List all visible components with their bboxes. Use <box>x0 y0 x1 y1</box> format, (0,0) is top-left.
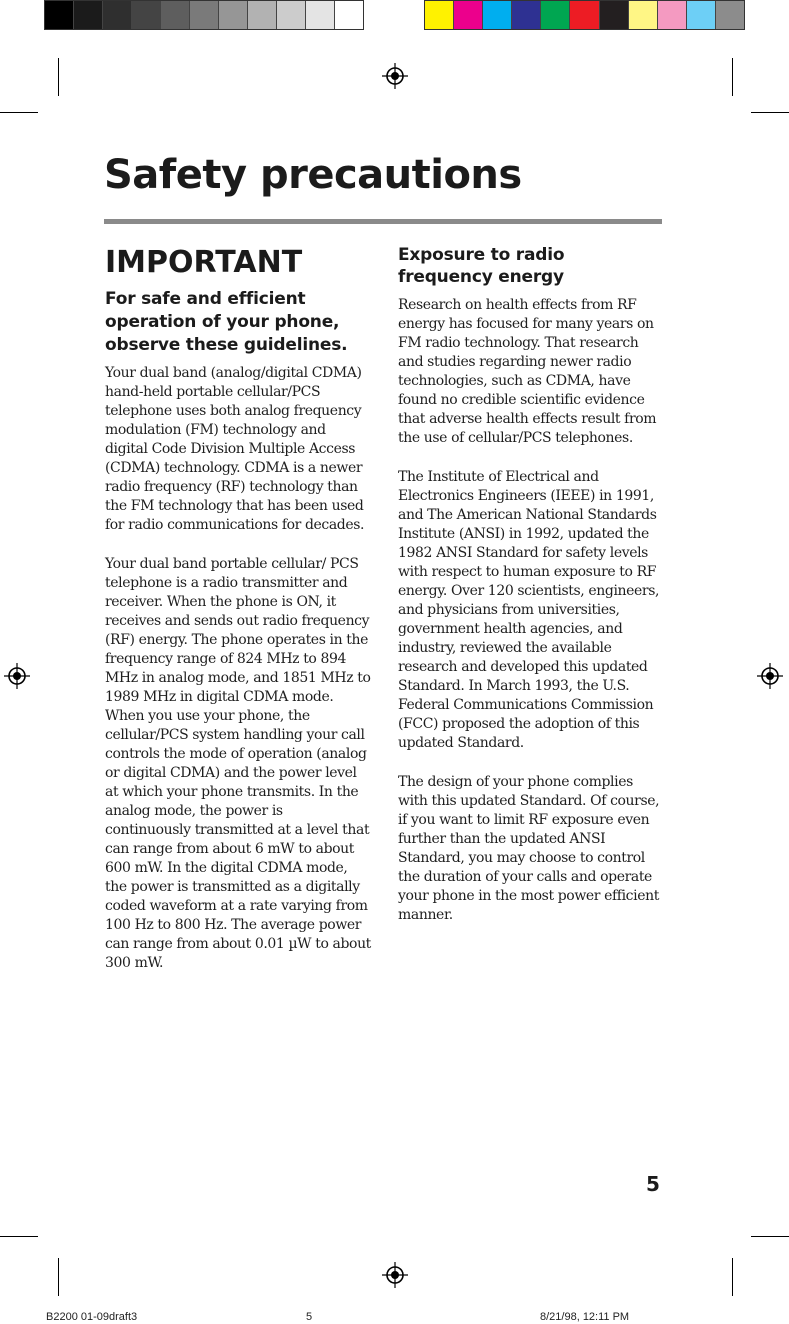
calibration-swatch <box>600 1 629 29</box>
title-divider <box>104 219 662 224</box>
page-number: 5 <box>646 1172 660 1196</box>
rf-exposure-heading: Exposure to radio frequency energy <box>398 245 565 287</box>
body-paragraph: Your dual band (analog/digital CDMA) hand-held portable cellular/PCS telephone uses both analog frequency modulation (FM) technology and digital Code Division Multiple Access (CDMA) technology. CDMA is a newer radio frequency (RF) technology than the FM technology that has been used for radio communications for decades. <box>105 365 365 533</box>
footer-page: 5 <box>306 1311 313 1323</box>
calibration-swatch <box>306 1 335 29</box>
footer-filename: B2200 01-09draft3 <box>46 1311 138 1323</box>
page-title: Safety precautions <box>104 152 522 198</box>
calibration-swatch <box>277 1 306 29</box>
crop-mark <box>58 58 59 96</box>
calibration-swatch <box>483 1 512 29</box>
calibration-swatch <box>132 1 161 29</box>
important-heading: IMPORTANT <box>105 245 303 280</box>
registration-mark-icon <box>4 663 30 689</box>
calibration-swatch <box>45 1 74 29</box>
crop-mark <box>751 1236 789 1237</box>
registration-mark-icon <box>382 63 408 89</box>
calibration-swatch <box>629 1 658 29</box>
right-column <box>398 244 664 945</box>
calibration-swatch <box>248 1 277 29</box>
calibration-swatch <box>716 1 744 29</box>
crop-mark <box>58 1258 59 1296</box>
body-paragraph: The Institute of Electrical and Electronics Engineers (IEEE) in 1991, and The American National Standards Institute (ANSI) in 1992, updated the 1982 ANSI Standard for safety levels with respect to human exposure to RF energy. Over 120 scientists, engineers, and physicians from universities, government health agencies, and industry, reviewed the available research and developed this updated Standard. In March 1993, the U.S. Federal Communications Commission (FCC) proposed the adoption of this updated Standard. <box>398 469 660 751</box>
footer-timestamp: 8/21/98, 12:11 PM <box>540 1311 630 1323</box>
crop-mark <box>0 1236 38 1237</box>
body-paragraph: The design of your phone complies with this updated Standard. Of course, if you want to limit RF exposure even further than the updated ANSI Standard, you may choose to control the duration of your calls and operate your phone in the most power efficient manner. <box>398 774 660 923</box>
calibration-swatch <box>161 1 190 29</box>
registration-mark-icon <box>382 1262 408 1288</box>
left-column <box>105 244 371 993</box>
calibration-swatch <box>103 1 132 29</box>
registration-mark-icon <box>757 663 783 689</box>
body-paragraph: Research on health effects from RF energy has focused for many years on FM radio technology. That research and studies regarding newer radio technologies, such as CDMA, have found no credible scientific evidence that adverse health effects result from the use of cellular/PCS telephones. <box>398 297 657 446</box>
color-calibration-bar <box>424 0 745 30</box>
calibration-swatch <box>454 1 483 29</box>
crop-mark <box>0 112 38 113</box>
calibration-swatch <box>74 1 103 29</box>
crop-mark <box>751 112 789 113</box>
calibration-swatch <box>570 1 599 29</box>
body-paragraph: Your dual band portable cellular/ PCS telephone is a radio transmitter and receiver. When the phone is ON, it receives and sends out radio frequency (RF) energy. The phone operates in the frequency range of 824 MHz to 894 MHz in analog mode, and 1851 MHz to 1989 MHz in digital CDMA mode. When you use your phone, the cellular/PCS system handling your call controls the mode of operation (analog or digital CDMA) and the power level at which your phone transmits. In the analog mode, the power is continuously transmitted at a level that can range from about 6 mW to about 600 mW. In the digital CDMA mode, the power is transmitted as a digitally coded waveform at a rate varying from 100 Hz to 800 Hz. The average power can range from about 0.01 µW to about 300 mW. <box>105 556 371 971</box>
crop-mark <box>732 58 733 96</box>
calibration-swatch <box>335 1 363 29</box>
guidelines-subheading: For safe and efficient operation of your phone, observe these guidelines. <box>105 289 348 355</box>
calibration-swatch <box>190 1 219 29</box>
calibration-swatch <box>219 1 248 29</box>
calibration-swatch <box>658 1 687 29</box>
crop-mark <box>732 1258 733 1296</box>
grayscale-calibration-bar <box>44 0 364 30</box>
calibration-swatch <box>512 1 541 29</box>
calibration-swatch <box>425 1 454 29</box>
calibration-swatch <box>541 1 570 29</box>
calibration-swatch <box>687 1 716 29</box>
